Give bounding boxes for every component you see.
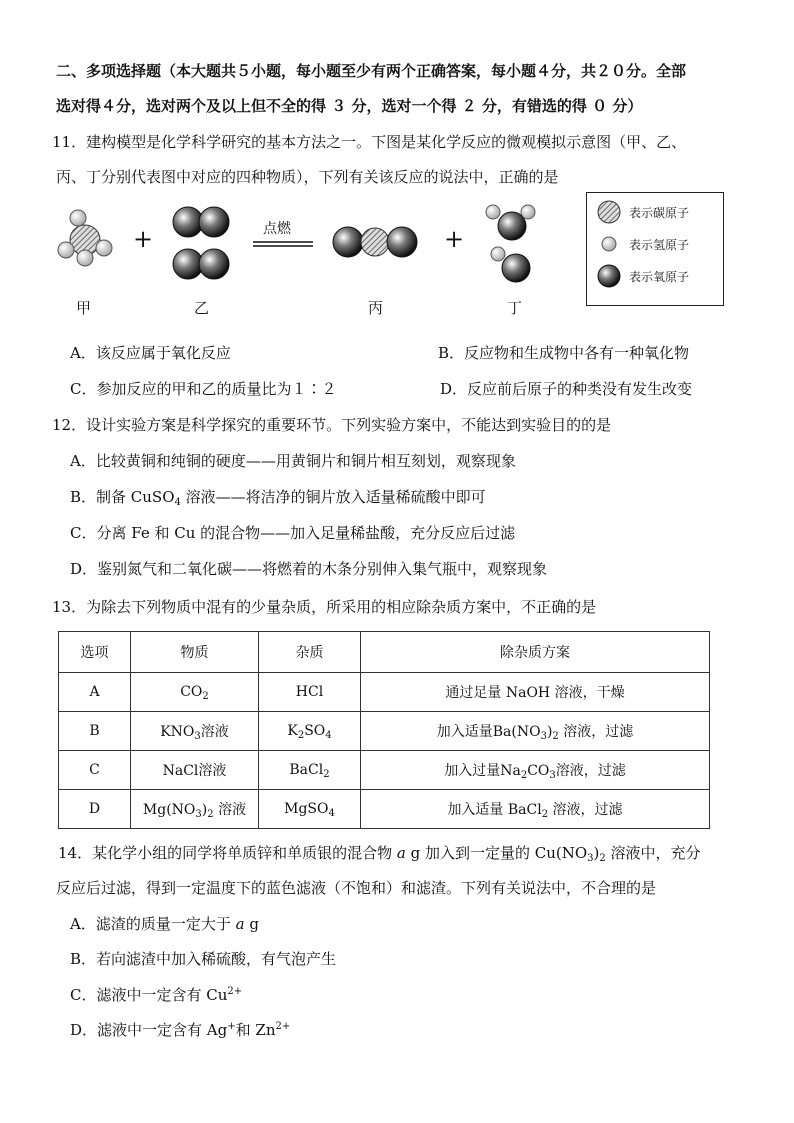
header-substance: 物质 [131, 632, 259, 673]
header-option: 选项 [59, 632, 131, 673]
oxygen-molecules [173, 207, 229, 279]
q12-option-c: C．分离 Fe 和 Cu 的混合物——加入足量稀盐酸，充分反应后过滤 [70, 524, 516, 542]
q11-option-c: C．参加反应的甲和乙的质量比为１∶２ [70, 380, 337, 398]
reaction-diagram [50, 192, 750, 322]
q11-stem-line2: 丙、丁分别代表图中对应的四种物质），下列有关该反应的说法中，正确的是 [56, 168, 559, 186]
q13-stem: 13．为除去下列物质中混有的少量杂质，所采用的相应除杂质方案中，不正确的是 [52, 598, 597, 616]
legend-oxygen: 表示氧原子 [597, 265, 689, 287]
plus-sign-1: + [133, 225, 154, 253]
q11-option-b: B．反应物和生成物中各有一种氧化物 [438, 344, 690, 362]
label-jia: 甲 [76, 299, 92, 317]
carbon-dioxide-molecule [333, 227, 417, 257]
q12-option-a: A．比较黄铜和纯铜的硬度——用黄铜片和铜片相互刻划，观察现象 [70, 452, 516, 470]
q12-option-b: B．制备 CuSO$_4$ 溶液——将洁净的铜片放入适量稀硫酸中即可 [70, 488, 486, 508]
plus-sign-2: + [444, 225, 465, 253]
section-title-line1: 二、多项选择题（本大题共５小题，每小题至少有两个正确答案，每小题４分，共２０分。全部 [56, 62, 687, 80]
header-impurity: 杂质 [259, 632, 361, 673]
q14-option-b: B．若向滤渣中加入稀硫酸，有气泡产生 [70, 950, 337, 968]
q11-option-a: A．该反应属于氧化反应 [70, 344, 231, 362]
q14-option-d: D．滤液中一定含有 Ag+和 $Zn^{2+}$ [70, 1021, 291, 1039]
q13-table [58, 631, 710, 829]
legend-hydrogen: 表示氢原子 [597, 233, 689, 255]
table-row: D $Mg(NO_3)_2$ 溶液 MgSO$_4$ 加入适量 BaCl$_2$ 溶液，过滤 [59, 790, 710, 829]
label-yi: 乙 [194, 299, 210, 317]
carbon-atom-icon [597, 200, 621, 224]
label-bing: 丙 [368, 299, 384, 317]
reaction-condition: 点燃 [263, 221, 291, 237]
table-row: A $CO_2$ HCl 通过足量 NaOH 溶液，干燥 [59, 673, 710, 712]
table-header-row [59, 632, 710, 673]
legend-carbon: 表示碳原子 [597, 201, 689, 223]
methane-molecule [58, 210, 112, 266]
section-title-line2: 选对得４分，选对两个及以上但不全的得 ３ 分，选对一个得 ２ 分，有错选的得 ０ 分） [56, 97, 643, 115]
q14-stem-line1: 14．某化学小组的同学将单质锌和单质银的混合物 a g 加入到一定量的 $Cu(NO_3)_2$ 溶液中，充分 [58, 844, 701, 864]
label-ding: 丁 [507, 299, 523, 317]
table-row: C NaCl溶液 BaCl$_2$ 加入过量$Na_2CO_3$溶液，过滤 [59, 751, 710, 790]
reaction-molecules [50, 192, 580, 322]
q11-stem-line1: 11．建构模型是化学科学研究的基本方法之一。下图是某化学反应的微观模拟示意图（甲、乙、 [52, 133, 687, 151]
water-molecules [486, 205, 535, 282]
atom-legend [586, 192, 724, 306]
q12-option-d: D．鉴别氮气和二氧化碳——将燃着的木条分别伸入集气瓶中，观察现象 [70, 560, 548, 578]
hydrogen-atom-icon [597, 232, 621, 256]
oxygen-atom-icon [597, 264, 621, 288]
q11-option-d: D．反应前后原子的种类没有发生改变 [440, 380, 693, 398]
q14-option-a: A．滤渣的质量一定大于 a g [70, 915, 259, 933]
q12-stem: 12．设计实验方案是科学探究的重要环节。下列实验方案中，不能达到实验目的的是 [52, 416, 612, 434]
q14-option-c: C．滤液中一定含有 $Cu^{2+}$ [70, 986, 243, 1004]
header-method: 除杂质方案 [361, 632, 710, 673]
table-row: B $KNO_3$溶液 $K_2SO_4$ 加入适量$Ba(NO_3)_2$ 溶液，过滤 [59, 712, 710, 751]
q14-stem-line2: 反应后过滤，得到一定温度下的蓝色滤液（不饱和）和滤渣。下列有关说法中，不合理的是 [56, 879, 657, 897]
